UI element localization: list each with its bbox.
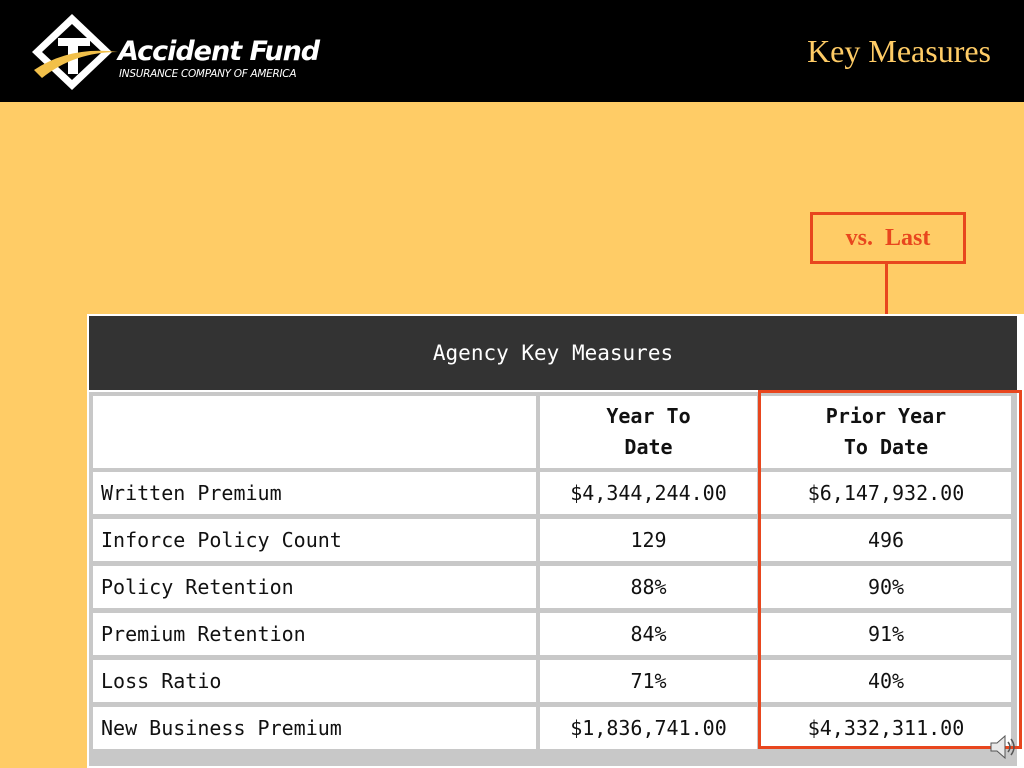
row-label-policy-retention: Policy Retention [93,566,536,608]
row-label-premium-retention: Premium Retention [93,613,536,655]
row-label-loss-ratio: Loss Ratio [93,660,536,702]
table-title: Agency Key Measures [89,316,1017,390]
column-header-ytd-line1: Year To [606,404,691,428]
key-measures-table [87,314,1024,768]
speaker-icon[interactable] [988,732,1018,762]
header-corner-cell [93,396,536,468]
column-header-prior-ytd-line1: Prior Year [825,404,947,428]
cell-prior-premium-retention: 91% [761,613,1011,655]
cell-ytd-loss-ratio: 71% [540,660,757,702]
cell-prior-loss-ratio: 40% [761,660,1011,702]
cell-prior-policy-retention: 90% [761,566,1011,608]
cell-ytd-written-premium: $4,344,244.00 [540,472,757,514]
column-header-ytd [540,396,757,468]
header-bar [0,0,1024,102]
cell-prior-written-premium: $6,147,932.00 [761,472,1011,514]
cell-ytd-inforce-policy-count: 129 [540,519,757,561]
column-header-prior-ytd-line2: To Date [843,435,929,459]
cell-ytd-new-business-premium: $1,836,741.00 [540,707,757,749]
company-logo [30,12,330,92]
cell-ytd-policy-retention: 88% [540,566,757,608]
column-header-prior-ytd [761,396,1011,468]
row-label-inforce-policy-count: Inforce Policy Count [93,519,536,561]
table-grid [89,392,1017,766]
row-label-written-premium: Written Premium [93,472,536,514]
brand-subtitle: INSURANCE COMPANY OF AMERICA [119,68,297,80]
accident-fund-logo-icon [30,12,120,92]
cell-prior-inforce-policy-count: 496 [761,519,1011,561]
cell-ytd-premium-retention: 84% [540,613,757,655]
row-label-new-business-premium: New Business Premium [93,707,536,749]
column-header-ytd-line2: Date [624,435,673,459]
brand-name: Accident Fund [118,36,320,67]
slide-title: Key Measures [807,33,991,69]
vs-last-callout: vs. Last [810,212,966,264]
cell-prior-new-business-premium: $4,332,311.00 [761,707,1011,749]
